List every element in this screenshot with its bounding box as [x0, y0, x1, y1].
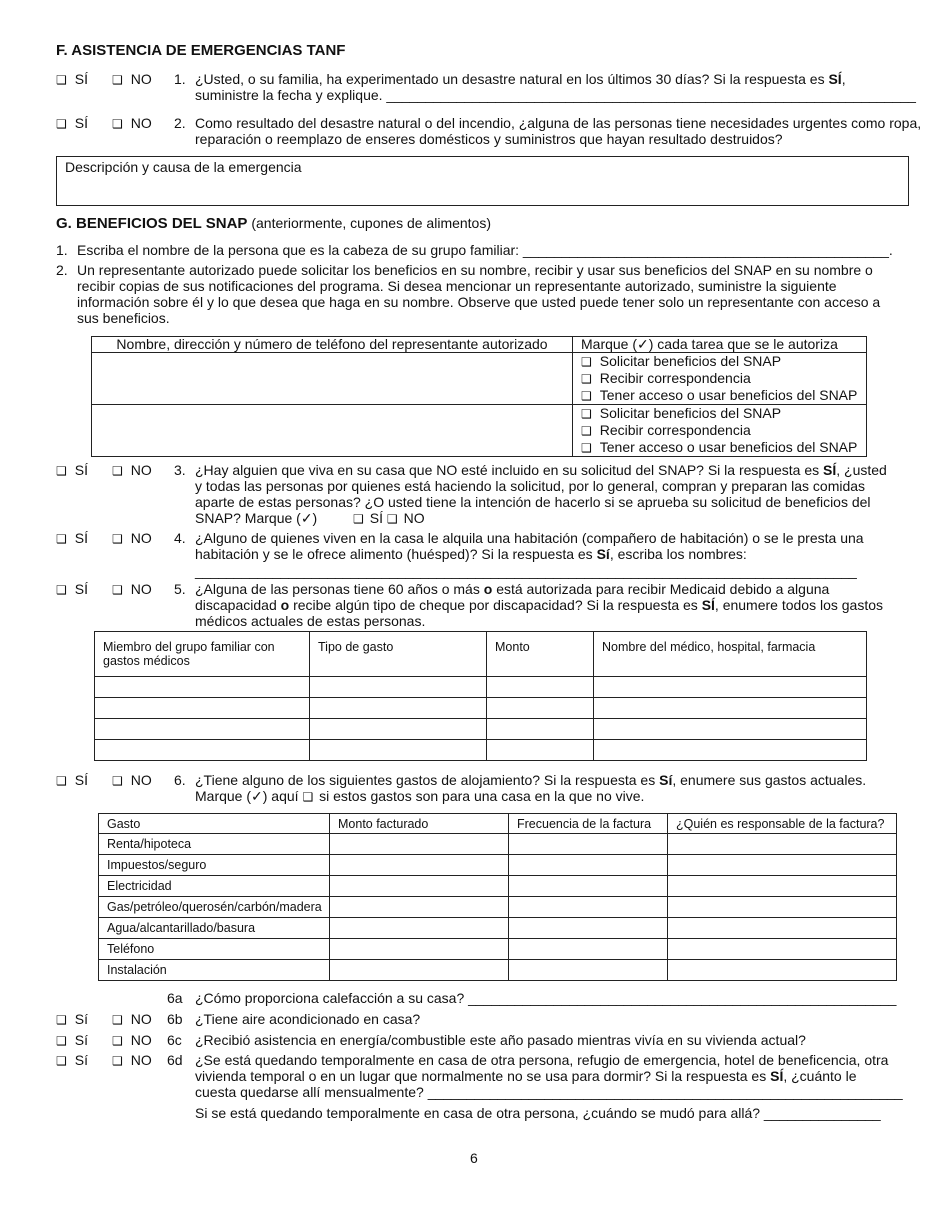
g-q6b-no-checkbox[interactable]: [112, 1011, 152, 1028]
table-cell[interactable]: [95, 698, 310, 719]
g-q5-text-l1: ¿Alguna de las personas tiene 60 años o más o está autorizada para recibir Medicaid debido a alguna: [195, 581, 830, 597]
table-cell[interactable]: [509, 897, 668, 918]
g-q5-text-l2: discapacidad o recibe algún tipo de cheque por discapacidad? Si la respuesta es SÍ, enumere todos los gastos: [195, 597, 884, 613]
f-q1-yes-checkbox[interactable]: [56, 71, 88, 88]
table-cell[interactable]: [330, 939, 509, 960]
g-q6b-number: 6b: [167, 1011, 183, 1027]
not-living-checkbox[interactable]: ❑: [302, 790, 314, 804]
housing-col-billed-header: Monto facturado: [330, 814, 509, 834]
table-cell[interactable]: [509, 834, 668, 855]
q3-mark-no-checkbox[interactable]: ❑ NO: [386, 510, 425, 526]
g-q4-text-l1: ¿Alguno de quienes viven en la casa le alquila una habitación (compañero de habitación) o se le presta una: [195, 530, 864, 546]
yes-label: SÍ: [74, 772, 88, 788]
table-row: [99, 939, 897, 960]
table-cell[interactable]: [95, 719, 310, 740]
table-row: [95, 677, 867, 698]
g-q4-text-l2: habitación y se le ofrece alimento (huésped)? Si la respuesta es Sí, escriba los nombres:: [195, 546, 747, 562]
med-col-amount-header: Monto: [487, 632, 594, 677]
emergency-description-field[interactable]: [56, 156, 909, 206]
table-cell[interactable]: [310, 677, 487, 698]
table-cell[interactable]: [310, 719, 487, 740]
checkbox-icon: ❑: [581, 424, 592, 438]
table-cell[interactable]: [668, 960, 897, 981]
table-cell[interactable]: [330, 855, 509, 876]
housing-col-frequency-header: Frecuencia de la factura: [509, 814, 668, 834]
g-item2-text-l2: recibir copias de sus notificaciones del programa. Si desea mencionar un representante autorizado, suministre la siguiente: [77, 278, 837, 294]
g-q6c-number: 6c: [167, 1032, 182, 1048]
table-cell[interactable]: [487, 698, 594, 719]
checkbox-icon: ❑: [112, 1054, 123, 1068]
table-cell[interactable]: [594, 698, 867, 719]
checkbox-icon: ❑: [386, 512, 398, 526]
table-row: [99, 897, 897, 918]
checkbox-icon: ❑: [581, 372, 592, 386]
table-cell[interactable]: [509, 855, 668, 876]
g-q5-number: 5.: [174, 581, 186, 597]
housing-row-label: Renta/hipoteca: [99, 834, 330, 855]
table-cell[interactable]: [594, 719, 867, 740]
no-label: NO: [130, 462, 152, 478]
table-row: [99, 960, 897, 981]
table-cell[interactable]: [487, 719, 594, 740]
g-q6d-number: 6d: [167, 1052, 183, 1068]
authorized-rep-table: [91, 336, 867, 457]
table-cell[interactable]: [330, 876, 509, 897]
yes-label: SÍ: [74, 581, 88, 597]
housing-col-expense-header: Gasto: [99, 814, 330, 834]
checkbox-icon: ❑: [112, 1013, 123, 1027]
task-access-checkbox[interactable]: ❑ Tener acceso o usar beneficios del SNAP: [581, 387, 858, 403]
yes-label: SÍ: [74, 115, 88, 131]
yes-label: SÍ: [74, 71, 88, 87]
g-q4-yes-checkbox[interactable]: [56, 530, 88, 547]
table-cell[interactable]: [310, 740, 487, 761]
checkbox-icon: ❑: [56, 117, 67, 131]
g-q5-text-l3: médicos actuales de estas personas.: [195, 613, 426, 629]
medical-expenses-table: [94, 631, 867, 761]
g-item1-text[interactable]: Escriba el nombre de la persona que es la cabeza de su grupo familiar: _______________________________________________.: [77, 242, 893, 258]
checkbox-icon: ❑: [56, 464, 67, 478]
g-q3-text-l1: ¿Hay alguien que viva en su casa que NO esté incluido en su solicitud del SNAP? Si la respuesta es SÍ, ¿usted: [195, 462, 887, 478]
no-label: NO: [130, 115, 152, 131]
g-q3-number: 3.: [174, 462, 186, 478]
g-item2-text-l1: Un representante autorizado puede solicitar los beneficios en su nombre, recibir y usar sus beneficios del SNAP en su nombre o: [77, 262, 873, 278]
housing-row-label: Impuestos/seguro: [99, 855, 330, 876]
g-q6b-yes-checkbox[interactable]: [56, 1011, 88, 1028]
g-item2-number: 2.: [56, 262, 68, 278]
table-cell[interactable]: [310, 698, 487, 719]
med-col-provider-header: Nombre del médico, hospital, farmacia: [594, 632, 867, 677]
checkbox-icon: ❑: [56, 1013, 67, 1027]
housing-row-label: Teléfono: [99, 939, 330, 960]
table-cell[interactable]: [330, 834, 509, 855]
g-q6c-no-checkbox[interactable]: [112, 1032, 152, 1049]
checkbox-icon: ❑: [581, 355, 592, 369]
g-item2-text-l3: información sobre él y lo que desea que haga en su nombre. Observe que usted puede tener solo un representante con acceso a: [77, 294, 881, 310]
table-cell[interactable]: [330, 960, 509, 981]
section-g-title: G. BENEFICIOS DEL SNAP (anteriormente, cupones de alimentos): [56, 215, 492, 232]
g-q6-no-checkbox[interactable]: [112, 772, 152, 789]
yes-label: Sí: [74, 1011, 88, 1027]
g-q6d-text-l3[interactable]: cuesta quedarse allí mensualmente? _____________________________________________________________: [195, 1084, 903, 1100]
g-q6d-text-l4[interactable]: Si se está quedando temporalmente en casa de otra persona, ¿cuándo se mudó para allá? _______________: [195, 1105, 881, 1121]
f-q1-no-checkbox[interactable]: [112, 71, 152, 88]
checkbox-icon: ❑: [56, 73, 67, 87]
checkbox-icon: ❑: [112, 532, 123, 546]
task-mail-checkbox[interactable]: ❑ Recibir correspondencia: [581, 422, 751, 438]
no-label: NO: [130, 1032, 152, 1048]
table-cell[interactable]: [668, 855, 897, 876]
checkbox-icon: ❑: [581, 389, 592, 403]
checkbox-icon: ❑: [112, 583, 123, 597]
table-cell[interactable]: [95, 740, 310, 761]
table-row: [99, 834, 897, 855]
no-label: NO: [130, 1052, 152, 1068]
table-cell[interactable]: [668, 834, 897, 855]
g-q4-number: 4.: [174, 530, 186, 546]
table-cell[interactable]: [487, 740, 594, 761]
task-apply-checkbox[interactable]: ❑ Solicitar beneficios del SNAP: [581, 405, 782, 421]
table-cell[interactable]: [330, 897, 509, 918]
f-q2-text-line2: reparación o reemplazo de enseres domésticos y suministros que hayan resultado destruidos?: [195, 131, 783, 147]
checkbox-icon: ❑: [353, 512, 364, 526]
table-cell[interactable]: [509, 960, 668, 981]
checkbox-icon: ❑: [112, 117, 123, 131]
table-cell[interactable]: [594, 740, 867, 761]
no-label: NO: [130, 530, 152, 546]
g-q6c-yes-checkbox[interactable]: [56, 1032, 88, 1049]
g-item1-number: 1.: [56, 242, 68, 258]
housing-col-responsible-header: ¿Quién es responsable de la factura?: [668, 814, 897, 834]
yes-label: SÍ: [74, 530, 88, 546]
table-cell[interactable]: [509, 876, 668, 897]
f-q2-yes-checkbox[interactable]: [56, 115, 88, 132]
yes-label: Sí: [74, 1032, 88, 1048]
checkbox-icon: ❑: [581, 407, 592, 421]
g-q3-yes-checkbox[interactable]: [56, 462, 88, 479]
f-q1-text: ¿Usted, o su familia, ha experimentado un desastre natural en los últimos 30 días? Si la respuesta es SÍ,: [195, 71, 846, 87]
table-cell[interactable]: [487, 677, 594, 698]
checkbox-icon: ❑: [56, 583, 67, 597]
yes-label: Sí: [74, 1052, 88, 1068]
section-f-title: F. ASISTENCIA DE EMERGENCIAS TANF: [56, 42, 346, 59]
yes-label: SÍ: [74, 462, 88, 478]
table-row: [99, 855, 897, 876]
med-col-type-header: Tipo de gasto: [310, 632, 487, 677]
g-q4-names-line[interactable]: _____________________________________________________________________________________: [195, 563, 857, 579]
rep-col-tasks-header: Marque (✓) cada tarea que se le autoriza: [573, 337, 867, 353]
g-q6a-number: 6a: [167, 990, 183, 1006]
g-q6d-yes-checkbox[interactable]: [56, 1052, 88, 1069]
table-cell[interactable]: [668, 918, 897, 939]
g-q5-no-checkbox[interactable]: [112, 581, 152, 598]
f-q1-number: 1.: [174, 71, 186, 87]
housing-row-label: Gas/petróleo/querosén/carbón/madera: [99, 897, 330, 918]
table-row: [95, 719, 867, 740]
g-q3-text-l4: SNAP? Marque (✓) ❑ SÍ ❑ NO: [195, 510, 425, 526]
checkbox-icon: ❑: [112, 1034, 123, 1048]
g-q5-yes-checkbox[interactable]: [56, 581, 88, 598]
table-cell[interactable]: [95, 677, 310, 698]
med-col-member-header: Miembro del grupo familiar con gastos médicos: [95, 632, 310, 677]
checkbox-icon: ❑: [581, 441, 592, 455]
table-cell[interactable]: [594, 677, 867, 698]
q3-mark-yes-checkbox[interactable]: ❑ SÍ: [353, 510, 383, 526]
no-label: NO: [130, 581, 152, 597]
rep-name-cell[interactable]: [92, 353, 573, 405]
no-label: NO: [130, 71, 152, 87]
rep-name-cell[interactable]: [92, 405, 573, 457]
rep-tasks-cell: [573, 405, 867, 457]
g-q3-no-checkbox[interactable]: [112, 462, 152, 479]
table-row: [95, 740, 867, 761]
g-q3-text-l2: y todas las personas por quienes está haciendo la solicitud, por lo general, compran y preparan las comidas: [195, 478, 866, 494]
task-apply-checkbox[interactable]: ❑ Solicitar beneficios del SNAP: [581, 353, 782, 369]
housing-expenses-table: [98, 813, 897, 981]
housing-row-label: Instalación: [99, 960, 330, 981]
g-q6d-text-l1: ¿Se está quedando temporalmente en casa de otra persona, refugio de emergencia, hotel de beneficencia, otra: [195, 1052, 889, 1068]
g-q6d-no-checkbox[interactable]: [112, 1052, 152, 1069]
checkbox-icon: ❑: [112, 774, 123, 788]
checkbox-icon: ❑: [112, 464, 123, 478]
table-cell[interactable]: [330, 918, 509, 939]
g-q3-text-l3: aparte de estas personas? ¿O usted tiene la intención de hacerlo si se aprueba su solicitud de beneficios del: [195, 494, 871, 510]
g-q4-no-checkbox[interactable]: [112, 530, 152, 547]
checkbox-icon: ❑: [112, 73, 123, 87]
f-q2-text: Como resultado del desastre natural o del incendio, ¿alguna de las personas tiene necesidades urgentes como ropa,: [195, 115, 922, 131]
housing-row-label: Electricidad: [99, 876, 330, 897]
table-cell[interactable]: [668, 876, 897, 897]
housing-row-label: Agua/alcantarillado/basura: [99, 918, 330, 939]
table-cell[interactable]: [509, 939, 668, 960]
g-q6-text-l2: Marque (✓) aquí ❑ si estos gastos son para una casa en la que no vive.: [195, 788, 645, 804]
table-row: [99, 918, 897, 939]
g-q6-number: 6.: [174, 772, 186, 788]
table-row: [95, 698, 867, 719]
table-cell[interactable]: [668, 939, 897, 960]
rep-col-name-header: Nombre, dirección y número de teléfono del representante autorizado: [92, 337, 573, 353]
g-q6-yes-checkbox[interactable]: [56, 772, 88, 789]
task-mail-checkbox[interactable]: ❑ Recibir correspondencia: [581, 370, 751, 386]
table-row: [99, 876, 897, 897]
table-cell[interactable]: [509, 918, 668, 939]
checkbox-icon: ❑: [56, 1034, 67, 1048]
g-q6c-text: ¿Recibió asistencia en energía/combustible este año pasado mientras vivía en su vivienda actual?: [195, 1032, 806, 1048]
checkbox-icon: ❑: [56, 774, 67, 788]
no-label: NO: [130, 1011, 152, 1027]
checkbox-icon: ❑: [56, 1054, 67, 1068]
g-item2-text-l4: sus beneficios.: [77, 310, 170, 326]
f-q2-number: 2.: [174, 115, 186, 131]
task-access-checkbox[interactable]: ❑ Tener acceso o usar beneficios del SNAP: [581, 439, 858, 455]
checkbox-icon: ❑: [56, 532, 67, 546]
emergency-description-label: Descripción y causa de la emergencia: [65, 159, 302, 175]
g-q6b-text: ¿Tiene aire acondicionado en casa?: [195, 1011, 421, 1027]
f-q1-text-line2[interactable]: suministre la fecha y explique. ____________________________________________________________________: [195, 87, 916, 103]
g-q6d-text-l2: vivienda temporal o en un lugar que normalmente no se usa para dormir? Si la respuesta es SÍ, ¿cuánto le: [195, 1068, 857, 1084]
g-q6-text-l1: ¿Tiene alguno de los siguientes gastos de alojamiento? Si la respuesta es Sí, enumere sus gastos actuales.: [195, 772, 867, 788]
rep-tasks-cell: [573, 353, 867, 405]
f-q2-no-checkbox[interactable]: [112, 115, 152, 132]
g-q6a-text[interactable]: ¿Cómo proporciona calefacción a su casa? _______________________________________________________: [195, 990, 897, 1006]
page-number: 6: [470, 1150, 478, 1166]
table-cell[interactable]: [668, 897, 897, 918]
no-label: NO: [130, 772, 152, 788]
